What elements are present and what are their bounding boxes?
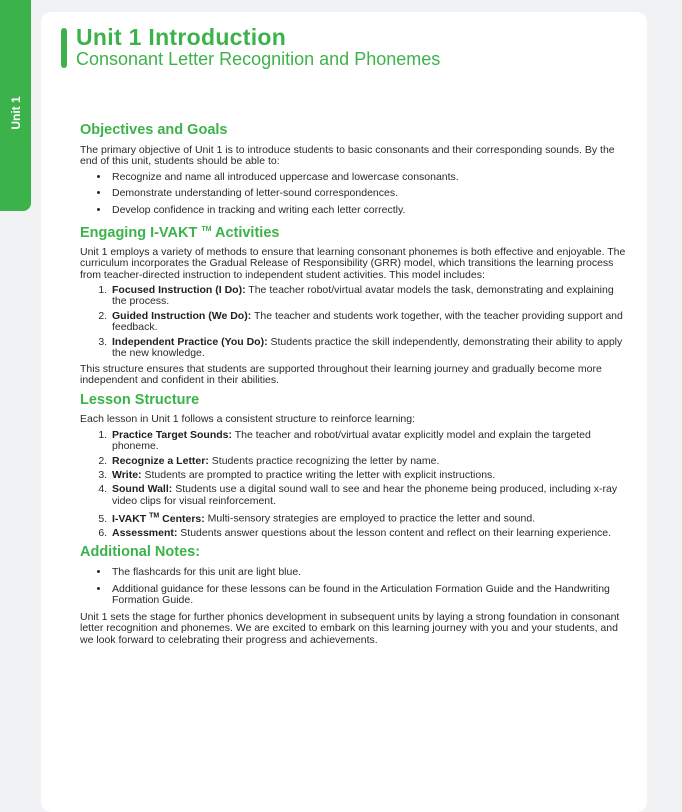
- list-item: • Recognize and name all introduced uppercase and lowercase consonants.: [110, 172, 628, 183]
- trademark-mark: TM: [201, 226, 212, 234]
- list-item: • Demonstrate understanding of letter-sound correspondences.: [110, 188, 628, 199]
- list-item: [110, 337, 628, 360]
- list-item: [110, 484, 628, 507]
- list-item: [110, 285, 628, 308]
- list-item-term: Write:: [112, 468, 142, 481]
- notes-list: [80, 567, 628, 606]
- list-item-text: Students practice the skill independently, demonstrating their ability to apply the new knowledge.: [112, 335, 623, 360]
- list-item-text: Multi-sensory strategies are employed to practice the letter and sound.: [204, 512, 536, 525]
- objectives-section: [80, 121, 628, 216]
- list-item: • The flashcards for this unit are light blue.: [110, 567, 628, 578]
- list-item-text: Students are prompted to practice writing the letter with explicit instructions.: [141, 468, 496, 481]
- document-body: [80, 121, 628, 650]
- lesson-intro: Each lesson in Unit 1 follows a consistent structure to reinforce learning:: [80, 413, 416, 426]
- page-subtitle: Consonant Letter Recognition and Phonemes: [76, 49, 441, 69]
- title-accent-bar: [61, 28, 67, 68]
- lesson-heading: Lesson Structure: [80, 392, 200, 409]
- list-item-text: Students practice recognizing the letter by name.: [208, 454, 440, 467]
- vakt-outro: This structure ensures that students are supported throughout their learning journey and gradually become more independent and confident in their abilities.: [80, 362, 602, 386]
- list-item: [110, 528, 628, 539]
- objectives-list: [80, 172, 628, 216]
- list-item-term: Independent Practice (You Do):: [112, 335, 268, 348]
- list-item: • Additional guidance for these lessons can be found in the Articulation Formation Guide and the Handwriting Formation Guide.: [110, 584, 628, 607]
- list-item-text: The teacher and students work together, with the teacher providing support and feedback.: [112, 309, 623, 334]
- term-pre: I-VAKT: [112, 512, 150, 525]
- objectives-heading: Objectives and Goals: [80, 122, 228, 138]
- vakt-heading-pre: Engaging I-VAKT: [80, 224, 202, 241]
- lesson-structure-section: [80, 391, 628, 539]
- list-item-term: Guided Instruction (We Do):: [112, 309, 252, 322]
- list-item: • Develop confidence in tracking and writing each letter correctly.: [110, 205, 628, 216]
- unit-side-tab[interactable]: [0, 0, 31, 211]
- list-item-term: Recognize a Letter:: [112, 454, 209, 467]
- list-item-term: Assessment:: [112, 527, 178, 540]
- page-title: Unit 1 Introduction: [76, 24, 287, 50]
- list-item-term: Focused Instruction (I Do):: [112, 284, 246, 297]
- vakt-section: [80, 221, 628, 386]
- additional-notes-section: [80, 543, 628, 645]
- vakt-intro: Unit 1 employs a variety of methods to ensure that learning consonant phonemes is both effective and enjoyable. The curriculum incorporates the Gradual Release of Responsibility (GRR) model, which transitions the learning process from teacher-directed instruction to independent student activities. This model includes:: [80, 245, 626, 281]
- vakt-heading: [80, 221, 628, 242]
- list-item: [110, 456, 628, 467]
- list-item-text: Students use a digital sound wall to see and hear the phoneme being produced, including x-ray video clips for visual reinforcement.: [112, 483, 618, 507]
- list-item: [110, 470, 628, 481]
- trademark-mark: TM: [149, 512, 160, 520]
- list-item-text: The teacher and robot/virtual avatar explicitly model and explain the targeted phoneme.: [112, 428, 591, 453]
- list-item-term: [112, 513, 205, 525]
- closing-paragraph: Unit 1 sets the stage for further phonics development in subsequent units by laying a strong foundation in consonant letter recognition and phonemes. We are excited to embark on this learning journey with you and your students, and we look forward to celebrating their progress and achievements.: [80, 610, 620, 646]
- grr-model-list: [80, 285, 628, 359]
- notes-heading: Additional Notes:: [80, 544, 201, 561]
- lesson-steps-list: [80, 430, 628, 540]
- list-item: [110, 311, 628, 334]
- list-item-term: Practice Target Sounds:: [112, 428, 233, 441]
- list-item: [110, 430, 628, 453]
- list-item: [110, 510, 628, 525]
- list-item-term: Sound Wall:: [112, 483, 173, 496]
- list-item-text: Students answer questions about the lesson content and reflect on their learning experience.: [177, 527, 612, 540]
- unit-tab-label: Unit 1: [8, 96, 23, 130]
- list-item-text: The teacher robot/virtual avatar models the task, demonstrating and explaining the process.: [112, 284, 614, 308]
- term-post: Centers:: [159, 512, 205, 525]
- vakt-heading-post: Activities: [211, 224, 280, 241]
- objectives-intro: The primary objective of Unit 1 is to introduce students to basic consonants and their corresponding sounds. By the end of this unit, students should be able to:: [80, 144, 615, 168]
